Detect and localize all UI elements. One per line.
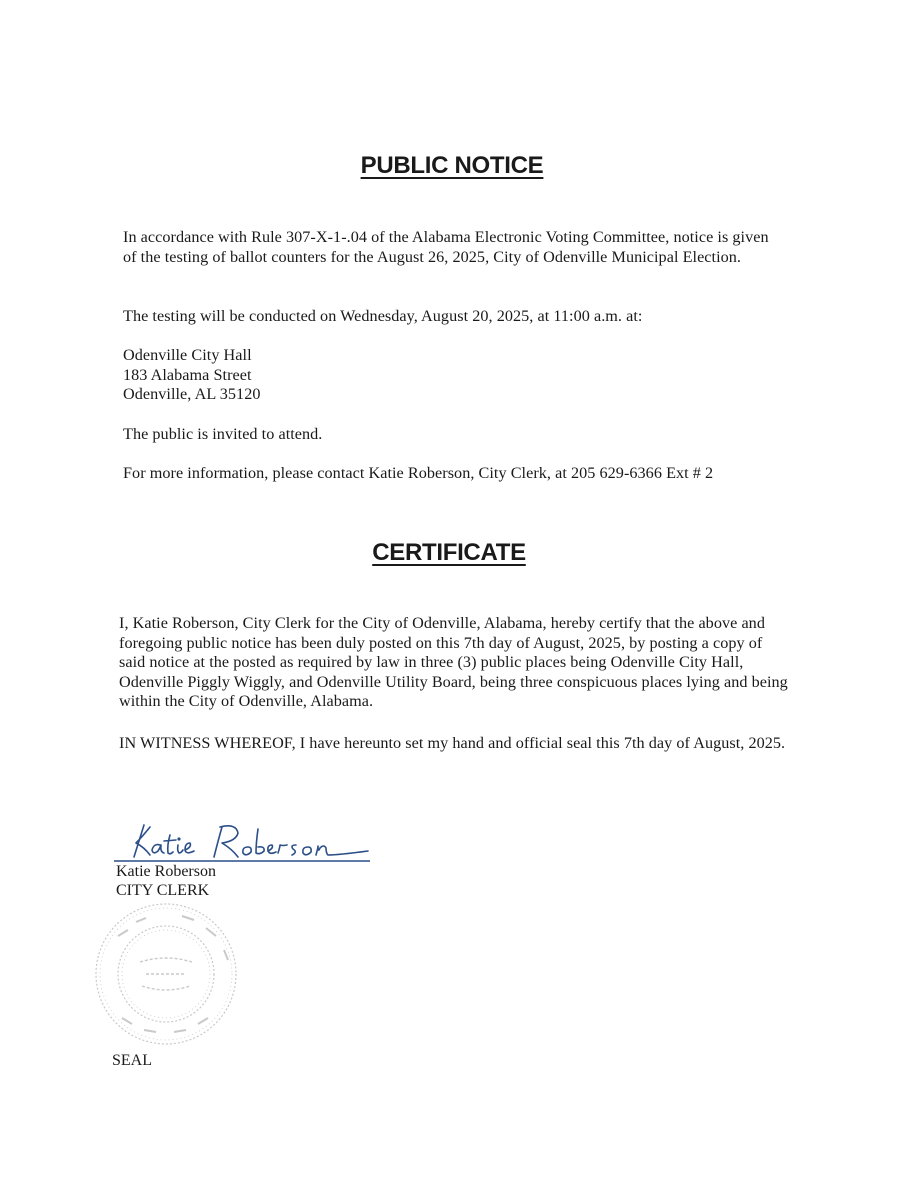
testing-address [123, 346, 523, 405]
seal-embossing [82, 900, 252, 1050]
signer-name: Katie Roberson [116, 863, 216, 880]
notice-paragraph-public-invited: The public is invited to attend. [123, 425, 323, 443]
certificate-paragraph-certification: I, Katie Roberson, City Clerk for the City of Odenville, Alabama, hereby certify that the above and foregoing public notice has been duly posted on this 7th day of August, 2025, by posting a copy of said notice at the posted as required by law in three (3) public places being Odenville City Hall, Odenville Piggly Wiggly, and Odenville Utility Board, being three conspicuous places lying and being within the City of Odenville, Alabama. [119, 614, 788, 710]
signer-title: CITY CLERK [116, 882, 210, 899]
notice-paragraph-rule: In accordance with Rule 307-X-1-.04 of the Alabama Electronic Voting Committee, notice is given of the testing of ballot counters for the August 26, 2025, City of Odenville Municipal Election. [123, 228, 769, 266]
address-line-3: Odenville, AL 35120 [123, 385, 261, 403]
certificate-paragraph-witness: IN WITNESS WHEREOF, I have hereunto set my hand and official seal this 7th day of August, 2025. [119, 734, 786, 752]
notice-title: PUBLIC NOTICE [360, 152, 544, 179]
certificate-title: CERTIFICATE [372, 539, 526, 566]
official-seal-icon [82, 900, 252, 1050]
address-line-1: Odenville City Hall [123, 346, 252, 364]
address-line-2: 183 Alabama Street [123, 365, 252, 384]
seal-label: SEAL [112, 1052, 152, 1069]
notice-paragraph-testing-date: The testing will be conducted on Wednesday, August 20, 2025, at 11:00 a.m. at: [123, 307, 643, 325]
notice-paragraph-contact: For more information, please contact Katie Roberson, City Clerk, at 205 629-6366 Ext # 2 [123, 464, 714, 482]
